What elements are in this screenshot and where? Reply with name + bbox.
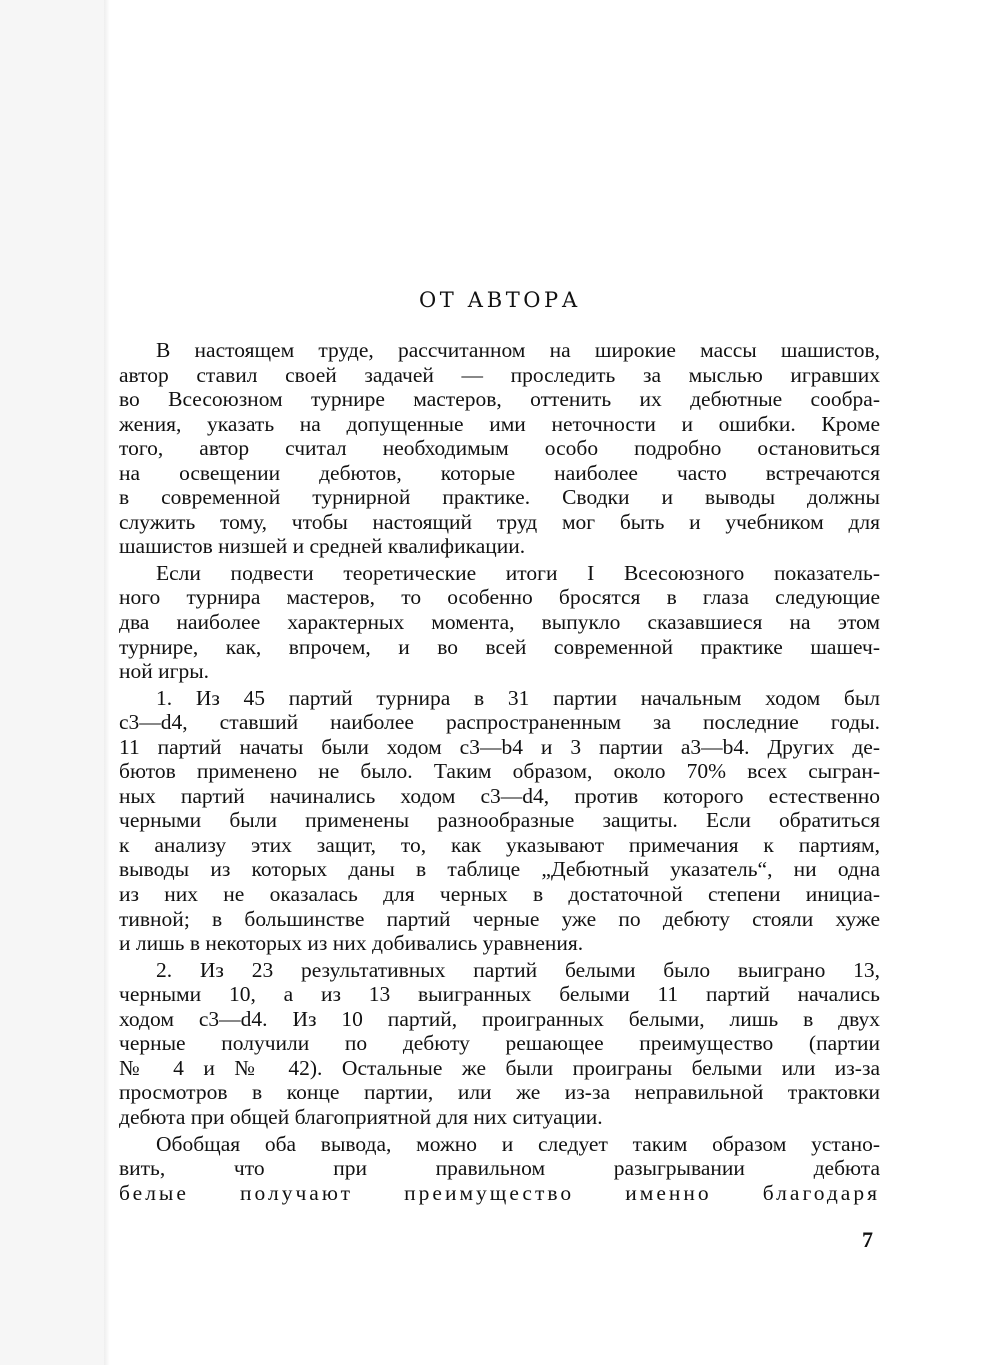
text-line: 1. Из 45 партий турнира в 31 партии начальным ходом был bbox=[156, 685, 880, 710]
body-text bbox=[119, 338, 880, 1207]
text-line: дебюта при общей благоприятной для них ситуации. bbox=[119, 1104, 603, 1129]
paragraph-point-2 bbox=[119, 958, 880, 1130]
paragraph-intro bbox=[119, 338, 880, 559]
paragraph-point-1 bbox=[119, 686, 880, 956]
text-line: черные получили по дебюту решающее преимущество (партии bbox=[119, 1031, 880, 1056]
text-line: 2. Из 23 результативных партий белыми было выиграно 13, bbox=[156, 957, 880, 982]
text-line: выводы из которых даны в таблице „Дебютный указатель“, ни одна bbox=[119, 857, 880, 882]
text-line: два наиболее характерных момента, выпукло сказавшиеся на этом bbox=[119, 610, 880, 635]
text-line: ной игры. bbox=[119, 659, 210, 684]
text-line: к анализу этих защит, то, как указывают примечания к партиям, bbox=[119, 832, 880, 857]
text-line: черными 10, а из 13 выигранных белыми 11 партий начались bbox=[119, 982, 880, 1007]
text-line: тивной; в большинстве партий черные уже по дебюту стояли хуже bbox=[119, 906, 880, 931]
text-line: черными были применены разнообразные защиты. Если обратиться bbox=[119, 808, 880, 833]
text-line: во Всесоюзном турнире мастеров, оттенить их дебютные сообра- bbox=[119, 387, 880, 412]
text-line: c3—d4, ставший наиболее распространенным за последние годы. bbox=[119, 710, 880, 735]
text-line: № 4 и № 42). Остальные же были проиграны белыми или из-за bbox=[119, 1055, 880, 1080]
text-line: жения, указать на допущенные ими неточности и ошибки. Кроме bbox=[119, 411, 880, 436]
page-number: 7 bbox=[862, 1227, 873, 1252]
text-line: и лишь в некоторых из них добивались уравнения. bbox=[119, 931, 584, 956]
text-line: ных партий начинались ходом c3—d4, против которого естественно bbox=[119, 783, 880, 808]
text-line: вить, что при правильном разыгрывании дебюта bbox=[119, 1156, 880, 1181]
text-line: просмотров в конце партии, или же из-за неправильной трактовки bbox=[119, 1080, 880, 1105]
text-line: служить тому, чтобы настоящий труд мог быть и учебником для bbox=[119, 509, 880, 534]
text-line: шашистов низшей и средней квалификации. bbox=[119, 534, 526, 559]
text-line: Обобщая оба вывода, можно и следует таким образом устано- bbox=[156, 1131, 880, 1156]
section-heading: ОТ АВТОРА bbox=[419, 288, 581, 312]
text-line: 11 партий начаты были ходом c3—b4 и 3 партии a3—b4. Других де- bbox=[119, 734, 880, 759]
text-line: Если подвести теоретические итоги I Всесоюзного показатель- bbox=[156, 560, 880, 585]
paragraph-conclusion bbox=[119, 1132, 880, 1206]
text-line: В настоящем труде, рассчитанном на широкие массы шашистов, bbox=[156, 338, 880, 362]
paragraph-summary bbox=[119, 561, 880, 684]
text-line: автор ставил своей задачей — проследить за мыслью игравших bbox=[119, 362, 880, 387]
text-line: турнире, как, впрочем, и во всей современной практике шашеч- bbox=[119, 634, 880, 659]
page-gutter-shadow bbox=[0, 0, 104, 1365]
text-line: белые получают преимущество именно благодаря bbox=[119, 1180, 880, 1205]
page-gutter-edge bbox=[104, 0, 110, 1365]
text-line: в современной турнирной практике. Сводки и выводы должны bbox=[119, 485, 880, 510]
text-line: ного турнира мастеров, то особенно бросятся в глаза следующие bbox=[119, 585, 880, 610]
text-line: бютов применено не было. Таким образом, около 70% всех сыгран- bbox=[119, 759, 880, 784]
text-line: на освещении дебютов, которые наиболее часто встречаются bbox=[119, 460, 880, 485]
text-line: ходом c3—d4. Из 10 партий, проигранных белыми, лишь в двух bbox=[119, 1006, 880, 1031]
text-line: из них не оказалась для черных в достаточной степени инициа- bbox=[119, 882, 880, 907]
text-line: того, автор считал необходимым особо подробно остановиться bbox=[119, 436, 880, 461]
